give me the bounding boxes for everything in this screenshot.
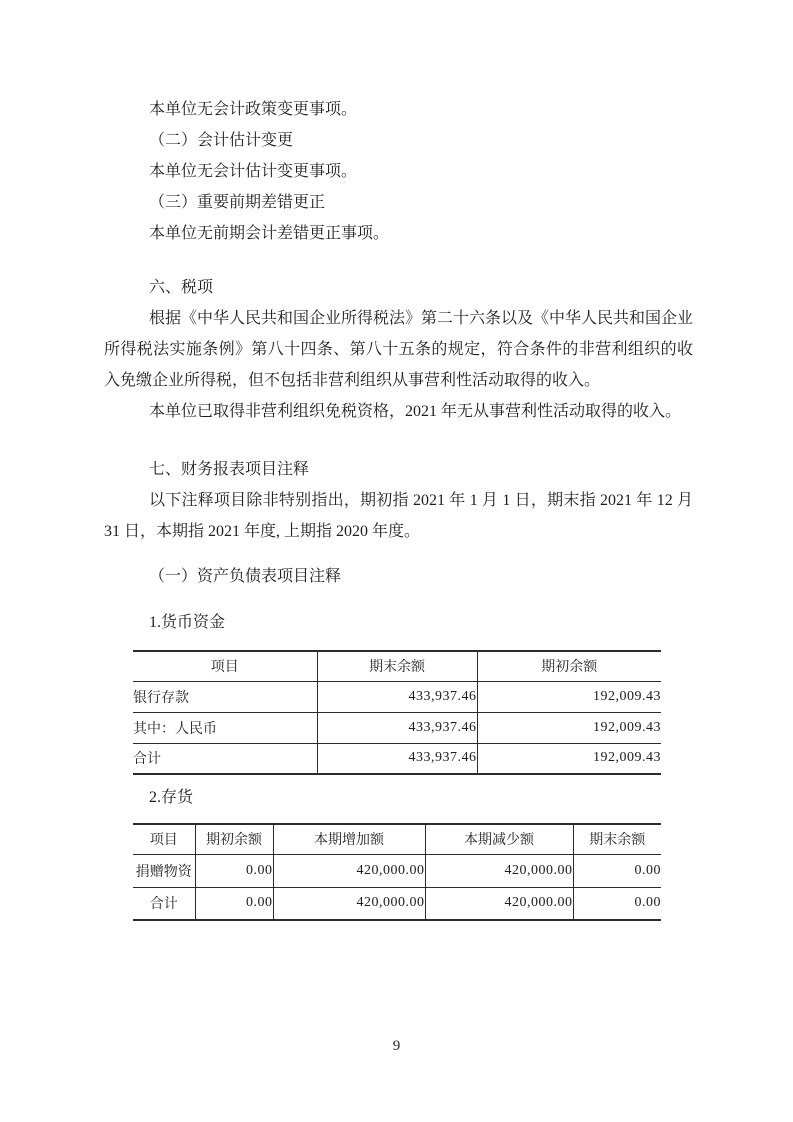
heading-balance-sheet-notes: （一）资产负债表项目注释 — [149, 568, 342, 585]
heading-statement-notes: 七、财务报表项目注释 — [149, 461, 310, 478]
inventory-header-item: 项目 — [149, 833, 178, 849]
cash-header-ending-balance: 期末余额 — [317, 651, 477, 681]
cash-cell-item: 其中：人民币 — [133, 712, 317, 743]
cash-table-header-row — [133, 651, 661, 681]
inventory-cell-decrease: 420,000.00 — [425, 887, 573, 920]
inventory-table-row-donated-goods — [133, 854, 661, 887]
heading-tax-section: 六、税项 — [149, 279, 214, 296]
inventory-header-beginning-balance: 期初余额 — [195, 824, 273, 854]
cash-header-item: 项目 — [210, 660, 239, 676]
para-notes-intro: 以下注释项目除非特别指出，期初指 2021 年 1 月 1 日，期末指 2021 年 12 月 31 日，本期指 2021 年度, 上期指 2020 年度。 — [104, 492, 693, 540]
inventory-cell-increase: 420,000.00 — [273, 854, 425, 887]
inventory-cell-increase: 420,000.00 — [273, 887, 425, 920]
heading-error-correction: （三）重要前期差错更正 — [149, 194, 326, 211]
para-tax-status: 本单位已取得非营利组织免税资格，2021 年无从事营利性活动取得的收入。 — [149, 403, 682, 420]
cash-cell-ending: 433,937.46 — [317, 681, 477, 712]
heading-estimate-change: （二）会计估计变更 — [149, 132, 294, 149]
page-number: 9 — [392, 1038, 401, 1054]
cash-cell-item: 银行存款 — [133, 681, 317, 712]
inventory-cell-total-label: 合计 — [133, 887, 195, 920]
para-no-policy-change: 本单位无会计政策变更事项。 — [149, 101, 358, 118]
inventory-cell-decrease: 420,000.00 — [425, 854, 573, 887]
cash-table — [133, 650, 661, 775]
inventory-cell-beginning: 0.00 — [195, 887, 273, 920]
inventory-header-ending-balance: 期末余额 — [573, 824, 661, 854]
cash-header-beginning-balance: 期初余额 — [477, 651, 661, 681]
cash-cell-beginning: 192,009.43 — [477, 743, 661, 774]
para-no-estimate-change: 本单位无会计估计变更事项。 — [149, 163, 358, 180]
cash-cell-ending: 433,937.46 — [317, 712, 477, 743]
inventory-header-decrease: 本期减少额 — [425, 824, 573, 854]
inventory-cell-ending: 0.00 — [573, 854, 661, 887]
cash-table-row-total — [133, 743, 661, 774]
inventory-cell-beginning: 0.00 — [195, 854, 273, 887]
cash-cell-total-label: 合计 — [133, 743, 317, 774]
page-content — [104, 94, 693, 921]
heading-cash-funds: 1.货币资金 — [149, 614, 226, 631]
cash-cell-beginning: 192,009.43 — [477, 712, 661, 743]
inventory-table-row-total — [133, 887, 661, 920]
inventory-cell-item: 捐赠物资 — [133, 854, 195, 887]
cash-table-row-rmb — [133, 712, 661, 743]
cash-cell-beginning: 192,009.43 — [477, 681, 661, 712]
heading-inventory: 2.存货 — [149, 789, 194, 806]
cash-table-row-bank-deposit — [133, 681, 661, 712]
cash-cell-ending: 433,937.46 — [317, 743, 477, 774]
inventory-cell-ending: 0.00 — [573, 887, 661, 920]
inventory-header-increase: 本期增加额 — [273, 824, 425, 854]
para-no-error-correction: 本单位无前期会计差错更正事项。 — [149, 225, 390, 242]
para-tax-basis: 根据《中华人民共和国企业所得税法》第二十六条以及《中华人民共和国企业所得税法实施条例》第八十四条、第八十五条的规定，符合条件的非营利组织的收入免缴企业所得税，但不包括非营利组织从事营利性活动取得的收入。 — [104, 310, 694, 389]
inventory-table — [133, 823, 661, 921]
inventory-table-header-row — [133, 824, 661, 854]
